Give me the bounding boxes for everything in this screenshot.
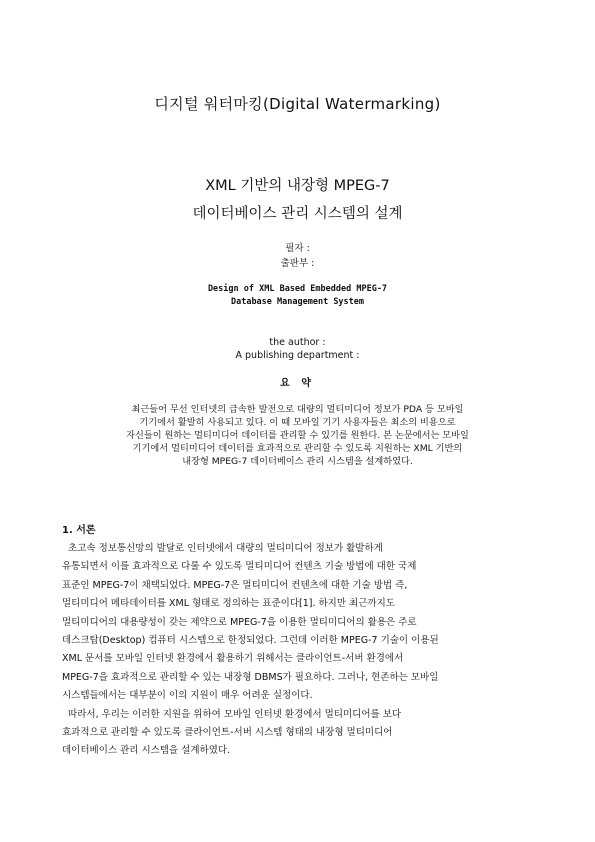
publisher-en: A publishing department :: [235, 350, 360, 361]
title-line-2: 데이터베이스 관리 시스템의 설계: [192, 206, 403, 222]
body-line: 효과적으로 관리할 수 있도록 클라이언트-서버 시스템 형태의 내장형 멀티미디어: [62, 727, 393, 739]
body-line: 초고속 정보통신망의 발달로 인터넷에서 대량의 멀티미디어 정보가 활발하게: [62, 543, 383, 554]
author-kr: 필자 :: [285, 243, 310, 254]
english-title-line-1: Design of XML Based Embedded MPEG-7: [207, 284, 388, 294]
body-line: 시스템들에서는 대부분이 이의 지원이 매우 어려운 실정이다.: [62, 690, 313, 702]
abstract-line: 내장형 MPEG-7 데이터베이스 관리 시스템을 설계하였다.: [182, 456, 413, 467]
body-line: 표준인 MPEG-7이 채택되었다. MPEG-7은 멀티미디어 컨텐츠에 대한 기술 방법 즉,: [62, 579, 408, 591]
body-line: 멀티미디어 메타데이터를 XML 형태로 정의하는 표준이다[1]. 하지만 최근까지도: [62, 598, 395, 610]
body-line: MPEG-7을 효과적으로 관리할 수 있는 내장형 DBMS가 필요하다. 그러나, 현존하는 모바일: [62, 671, 439, 683]
body-line: 데스크탑(Desktop) 컴퓨터 시스템으로 한정되었다. 그런데 이러한 MPEG-7 기술이 이용된: [62, 635, 439, 647]
section-heading: 1. 서론: [62, 525, 96, 536]
abstract-heading: 요 약: [280, 378, 315, 389]
abstract-body: [60, 403, 535, 468]
abstract-line: 기기에서 멀티미디어 데이터를 효과적으로 관리할 수 있도록 지원하는 XML 기반의: [132, 443, 463, 454]
running-header: 디지털 워터마킹(Digital Watermarking): [154, 95, 441, 113]
abstract-line: 최근들어 무선 인터넷의 급속한 발전으로 대량의 멀티미디어 정보가 PDA 등 모바일: [131, 404, 464, 415]
abstract-line: 자신들이 원하는 멀티미디어 데이터를 관리할 수 있기를 원한다. 본 논문에서는 모바일: [126, 430, 469, 441]
publisher-kr: 출판부 :: [280, 258, 315, 269]
title-line-1: XML 기반의 내장형 MPEG-7: [205, 178, 390, 194]
section-body: [62, 540, 532, 761]
english-title-line-2: Database Management System: [230, 297, 365, 307]
body-line: 따라서, 우리는 이러한 지원을 위하여 모바일 인터넷 환경에서 멀티미디어를 보다: [62, 708, 402, 720]
body-line: XML 문서를 모바일 인터넷 환경에서 활용하기 위해서는 클라이언트-서버 환경에서: [62, 653, 404, 665]
abstract-line: 기기에서 활발히 사용되고 있다. 이 때 모바일 기기 사용자들은 최소의 비용으로: [139, 417, 456, 428]
body-line: 유통되면서 이를 효과적으로 다룰 수 있도록 멀티미디어 컨텐츠 기술 방법에 대한 국제: [62, 561, 417, 573]
body-line: 데이터베이스 관리 시스템을 설계하였다.: [62, 745, 231, 757]
body-line: 멀티미디어의 대용량성이 갖는 제약으로 MPEG-7을 이용한 멀티미디어의 활용은 주로: [62, 616, 417, 628]
author-en: the author :: [269, 337, 326, 348]
